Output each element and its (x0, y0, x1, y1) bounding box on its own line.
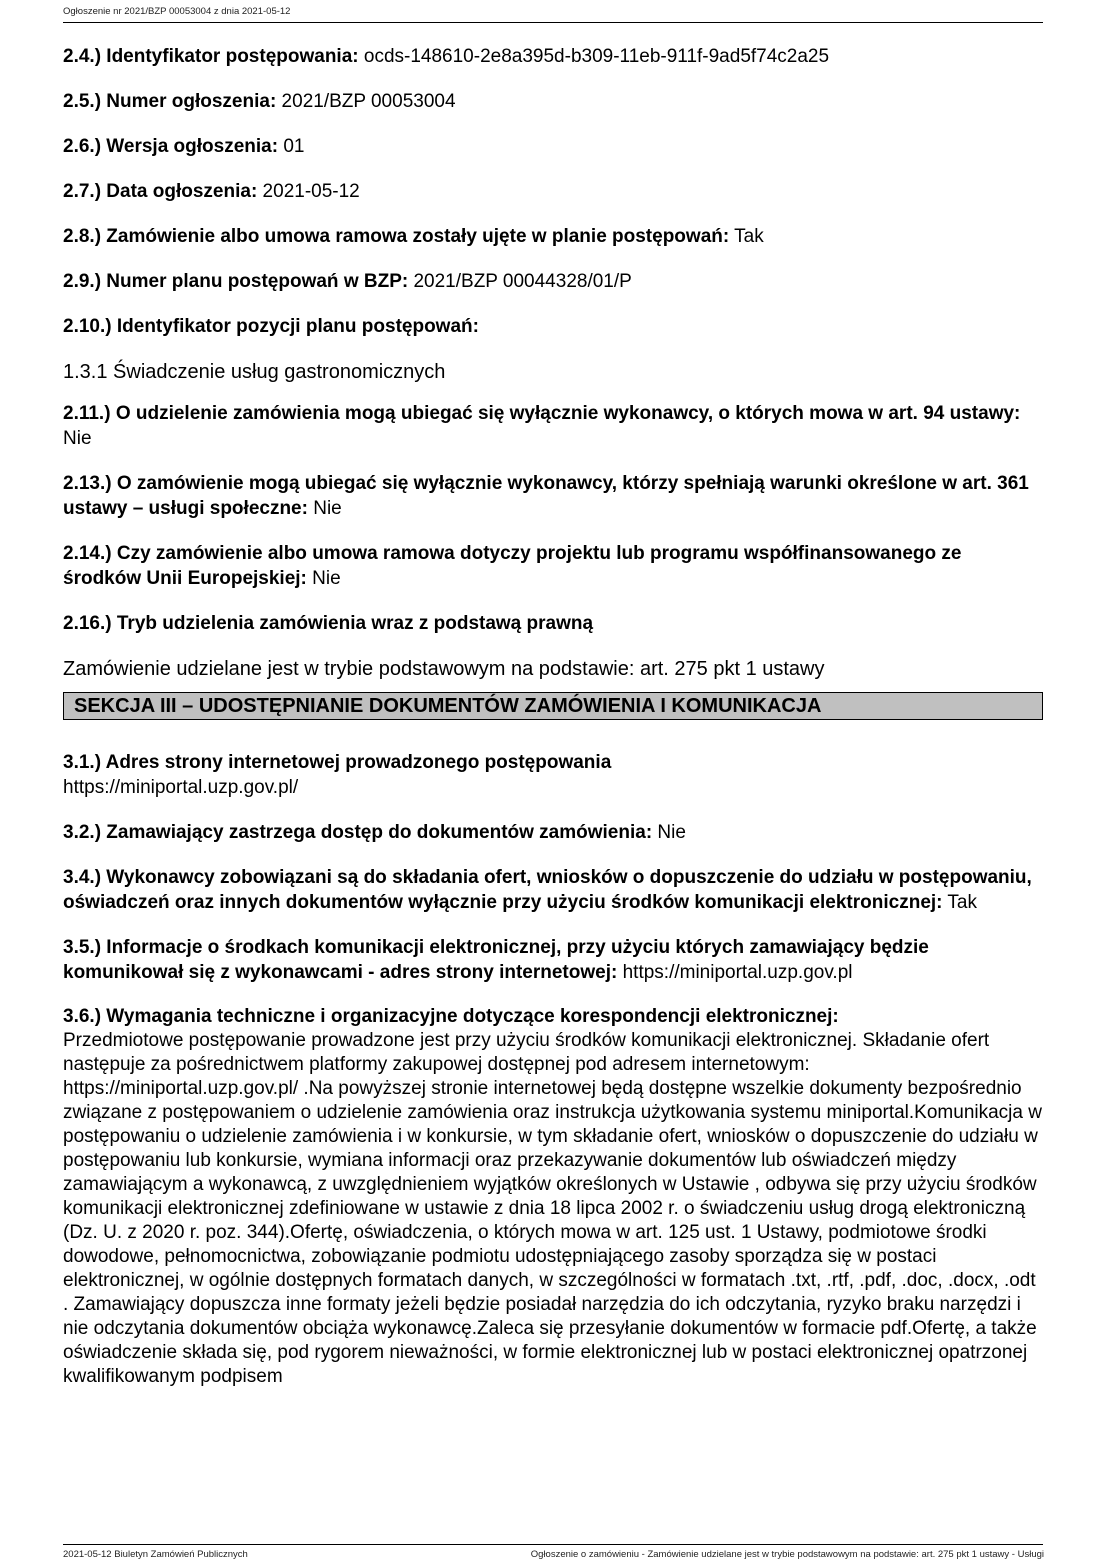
field-value-url: https://miniportal.uzp.gov.pl/ (63, 777, 299, 798)
field-value: 2021/BZP 00044328/01/P (408, 271, 632, 292)
field-label: 2.13.) O zamówienie mogą ubiegać się wyłącznie wykonawcy, którzy spełniają warunki określone w art. 361 ustawy – usługi społeczne: (63, 473, 1029, 519)
field-2-4 (63, 44, 1043, 69)
field-3-4 (63, 865, 1043, 915)
field-value: Nie (306, 568, 341, 589)
field-2-8 (63, 224, 1043, 249)
field-2-13 (63, 471, 1043, 521)
field-value: https://miniportal.uzp.gov.pl (617, 962, 853, 983)
tryb-text: Zamówienie udzielane jest w trybie podstawowym na podstawie: art. 275 pkt 1 ustawy (63, 658, 825, 680)
header-divider (63, 22, 1043, 23)
field-label: 2.5.) Numer ogłoszenia: (63, 91, 277, 112)
field-2-9 (63, 269, 1043, 294)
field-value: Nie (307, 498, 342, 519)
field-label: 2.8.) Zamówienie albo umowa ramowa zostały ujęte w planie postępowań: (63, 226, 730, 247)
field-label: 2.9.) Numer planu postępowań w BZP: (63, 271, 409, 292)
field-label: 2.6.) Wersja ogłoszenia: (63, 136, 279, 157)
field-label: 2.10.) Identyfikator pozycji planu postępowań: (63, 316, 479, 337)
field-2-14 (63, 541, 1043, 591)
field-value: ocds-148610-2e8a395d-b309-11eb-911f-9ad5f74c2a25 (358, 46, 830, 67)
field-label: 3.2.) Zamawiający zastrzega dostęp do dokumentów zamówienia: (63, 822, 653, 843)
field-label: 2.14.) Czy zamówienie albo umowa ramowa dotyczy projektu lub programu współfinansowanego ze środków Unii Europejskiej: (63, 543, 962, 589)
field-value: 2021/BZP 00053004 (276, 91, 456, 112)
field-3-1 (63, 750, 1043, 800)
field-value: 01 (278, 136, 305, 157)
field-2-10 (63, 314, 1043, 339)
field-value: Nie (63, 428, 92, 449)
field-label: 2.4.) Identyfikator postępowania: (63, 46, 359, 67)
field-3-6-text: Przedmiotowe postępowanie prowadzone jest przy użyciu środków komunikacji elektronicznej. Składanie ofert następuje za pośrednictwem platformy zakupowej dostępnej pod adresem internetowym: https://miniportal.uzp.gov.pl/ .Na powyższej stronie internetowej będą dostępne wszelkie dokumenty bezpośrednio związane z postępowaniem o udzielenie zamówienia oraz instrukcja użytkowania systemu miniportal.Komunikacja w postępowaniu o udzielenie zamówienia i w konkursie, w tym składanie ofert, wniosków o dopuszczenie do udziału w postępowaniu lub konkursie, wymiana informacji oraz przekazywanie dokumentów lub oświadczeń między zamawiającym a wykonawcą, z uwzględnieniem wyjątków określonych w Ustawie , odbywa się przy użyciu środków komunikacji elektronicznej zdefiniowane w ustawie z dnia 18 lipca 2002 r. o świadczeniu usług drogą elektroniczną (Dz. U. z 2020 r. poz. 344).Ofertę, oświadczenia, o których mowa w art. 125 ust. 1 Ustawy, podmiotowe środki dowodowe, pełnomocnictwa, zobowiązanie podmiotu udostępniającego zasoby sporządza się w postaci elektronicznej, w ogólnie dostępnych formatach danych, w szczególności w formatach .txt, .rtf, .pdf, .doc, .docx, .odt . Zamawiający dopuszcza inne formaty jeżeli będzie posiadał narzędzia do ich odczytania, ryzyko braku narzędzi i nie odczytania dokumentów obciąża wykonawcę.Zaleca się przesyłanie dokumentów w formacie pdf.Ofertę, a także oświadczenie składa się, pod rygorem nieważności, w formie elektronicznej lub w postaci elektronicznej opatrzonej kwalifikowanym podpisem (63, 1030, 1042, 1387)
field-label: 2.11.) O udzielenie zamówienia mogą ubiegać się wyłącznie wykonawcy, o których mowa w art. 94 ustawy: (63, 403, 1021, 424)
field-2-7 (63, 179, 1043, 204)
footer-left: 2021-05-12 Biuletyn Zamówień Publicznych (63, 1549, 248, 1560)
field-3-6 (63, 1005, 1043, 1389)
footer-divider (63, 1544, 1043, 1545)
field-label: 2.16.) Tryb udzielenia zamówienia wraz z podstawą prawną (63, 613, 594, 634)
field-2-11 (63, 401, 1043, 451)
field-label: 3.4.) Wykonawcy zobowiązani są do składania ofert, wniosków o dopuszczenie do udziału w postępowaniu, oświadczeń oraz innych dokumentów wyłącznie przy użyciu środków komunikacji elektronicznej: (63, 867, 1032, 913)
field-label: 3.1.) Adres strony internetowej prowadzonego postępowania (63, 752, 612, 773)
field-3-5 (63, 935, 1043, 985)
field-label: 3.6.) Wymagania techniczne i organizacyjne dotyczące korespondencji elektronicznej: (63, 1006, 839, 1027)
field-value: 2021-05-12 (257, 181, 360, 202)
field-2-6 (63, 134, 1043, 159)
field-value: Tak (942, 892, 978, 913)
field-label: 2.7.) Data ogłoszenia: (63, 181, 258, 202)
page-header: Ogłoszenie nr 2021/BZP 00053004 z dnia 2021-05-12 (63, 6, 291, 17)
field-3-2 (63, 820, 1043, 845)
field-value: Nie (652, 822, 686, 843)
field-label: 3.5.) Informacje o środkach komunikacji elektronicznej, przy użyciu których zamawiający będzie komunikował się z wykonawcami - adres strony internetowej: (63, 937, 929, 983)
field-2-5 (63, 89, 1043, 114)
field-value: Tak (729, 226, 764, 247)
document-body (63, 44, 1043, 1389)
section-3-heading: SEKCJA III – UDOSTĘPNIANIE DOKUMENTÓW ZAMÓWIENIA I KOMUNIKACJA (63, 692, 1043, 720)
footer-right: Ogłoszenie o zamówieniu - Zamówienie udzielane jest w trybie podstawowym na podstawie: art. 275 pkt 1 ustawy - Usługi (530, 1549, 1044, 1560)
field-2-16 (63, 611, 1043, 636)
plan-item-text: 1.3.1 Świadczenie usług gastronomicznych (63, 361, 446, 383)
